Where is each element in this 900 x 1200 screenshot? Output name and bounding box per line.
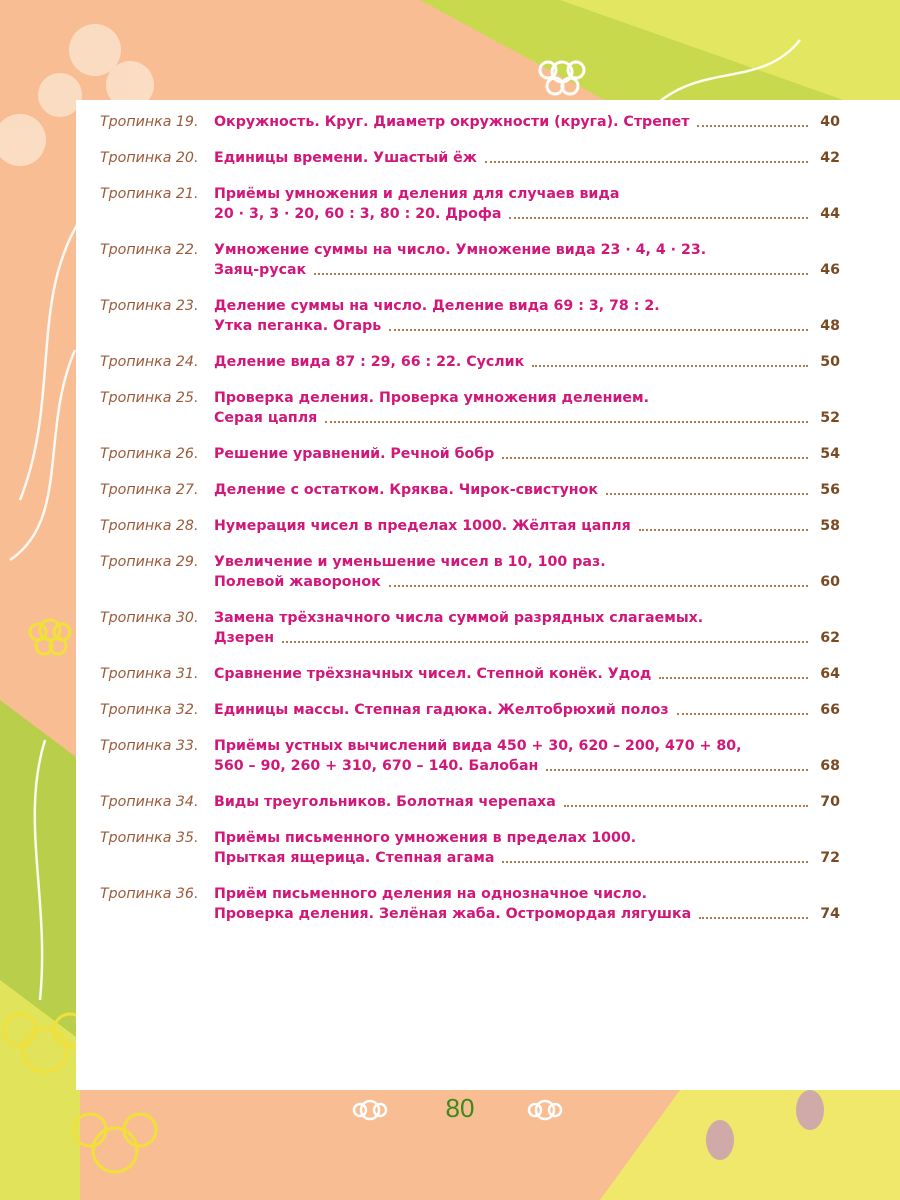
toc-entry-title: Проверка деления. Проверка умножения делением. (214, 390, 649, 406)
toc-entry-title: Приёмы устных вычислений вида 450 + 30, 620 – 200, 470 + 80, (214, 738, 742, 754)
toc-entry-label: Тропинка 30. (100, 610, 199, 626)
toc-entry (100, 388, 840, 428)
page-number: 80 (445, 1093, 475, 1123)
toc-entry-page: 44 (820, 206, 840, 222)
toc-entry-page: 54 (820, 446, 840, 462)
toc-entry-title: Дзерен (214, 630, 275, 646)
toc-entry-page: 52 (820, 410, 840, 426)
dot-leader (659, 676, 808, 679)
toc-entry-line (214, 388, 840, 408)
toc-entry (100, 552, 840, 592)
dot-leader (639, 528, 808, 531)
dot-leader (502, 860, 808, 863)
toc-entry-body (214, 664, 840, 684)
toc-entry-label: Тропинка 20. (100, 150, 199, 166)
toc-entry-line (214, 204, 840, 224)
toc-entry-page: 40 (820, 114, 840, 130)
toc-entry-line (214, 516, 840, 536)
dot-leader (699, 916, 808, 919)
toc-entry (100, 480, 840, 500)
toc-entry-title: Утка пеганка. Огарь (214, 318, 382, 334)
toc-entry-page: 62 (820, 630, 840, 646)
toc-entry-page: 42 (820, 150, 840, 166)
toc-entry-line (214, 904, 840, 924)
toc-entry (100, 444, 840, 464)
toc-entry-label: Тропинка 34. (100, 794, 199, 810)
dot-leader (509, 216, 808, 219)
toc-entry-page: 50 (820, 354, 840, 370)
toc-entry-line (214, 736, 840, 756)
toc-entry-title: Заяц-русак (214, 262, 307, 278)
toc-entry-title: Единицы массы. Степная гадюка. Желтобрюхий полоз (214, 702, 669, 718)
toc-entry-title: Виды треугольников. Болотная черепаха (214, 794, 556, 810)
toc-entry-title: Приёмы письменного умножения в пределах 1000. (214, 830, 637, 846)
toc-entry-title: Нумерация чисел в пределах 1000. Жёлтая цапля (214, 518, 631, 534)
toc-entry-title: Сравнение трёхзначных чисел. Степной конёк. Удод (214, 666, 652, 682)
toc-entry-title: Прыткая ящерица. Степная агама (214, 850, 495, 866)
toc-entry (100, 112, 840, 132)
dot-leader (546, 768, 808, 771)
toc-entry-line (214, 184, 840, 204)
toc-entry-page: 58 (820, 518, 840, 534)
toc-entry-label: Тропинка 35. (100, 830, 199, 846)
toc-entry-body (214, 736, 840, 776)
toc-entry-label: Тропинка 22. (100, 242, 199, 258)
toc-entry (100, 700, 840, 720)
toc-entry-body (214, 148, 840, 168)
toc-entry-body (214, 240, 840, 280)
toc-entry-line (214, 112, 840, 132)
toc-entry-line (214, 444, 840, 464)
toc-entry (100, 184, 840, 224)
toc-entry-line (214, 628, 840, 648)
toc-entry-line (214, 828, 840, 848)
toc-entry-title: Замена трёхзначного числа суммой разрядных слагаемых. (214, 610, 704, 626)
toc-entry-title: Деление с остатком. Кряква. Чирок-свистунок (214, 482, 598, 498)
toc-entry-line (214, 792, 840, 812)
toc-entry-title: Окружность. Круг. Диаметр окружности (круга). Стрепет (214, 114, 690, 130)
toc-entry-title: Решение уравнений. Речной бобр (214, 446, 495, 462)
toc-entry-body (214, 480, 840, 500)
toc-entry-label: Тропинка 33. (100, 738, 199, 754)
toc-entry-title: Умножение суммы на число. Умножение вида 23 · 4, 4 · 23. (214, 242, 707, 258)
toc-entry-body (214, 388, 840, 428)
toc-entry-line (214, 260, 840, 280)
dot-leader (389, 584, 808, 587)
toc-entry-body (214, 552, 840, 592)
dot-leader (677, 712, 808, 715)
dot-leader (606, 492, 808, 495)
toc-entry (100, 148, 840, 168)
toc-entry-body (214, 516, 840, 536)
toc-entry-title: 20 · 3, 3 · 20, 60 : 3, 80 : 20. Дрофа (214, 206, 502, 222)
toc-entry-body (214, 700, 840, 720)
toc-entry-line (214, 848, 840, 868)
toc-entry-line (214, 664, 840, 684)
toc-entry (100, 884, 840, 924)
dot-leader (485, 160, 808, 163)
dot-leader (314, 272, 808, 275)
toc-entry (100, 608, 840, 648)
toc-entry-title: Единицы времени. Ушастый ёж (214, 150, 477, 166)
toc-entry-line (214, 700, 840, 720)
toc-entry-line (214, 296, 840, 316)
toc-entry-title: Приёмы умножения и деления для случаев вида (214, 186, 620, 202)
toc-entry-title: Серая цапля (214, 410, 318, 426)
toc-entry-body (214, 828, 840, 868)
dot-leader (389, 328, 808, 331)
dot-leader (325, 420, 808, 423)
toc-entry-body (214, 792, 840, 812)
toc-entry-line (214, 316, 840, 336)
toc-entry-page: 68 (820, 758, 840, 774)
toc-entry-label: Тропинка 24. (100, 354, 199, 370)
toc-entry-title: Деление вида 87 : 29, 66 : 22. Суслик (214, 354, 525, 370)
toc-entry-page: 48 (820, 318, 840, 334)
toc-entry-body (214, 184, 840, 224)
toc-entry-label: Тропинка 26. (100, 446, 199, 462)
toc-entry (100, 664, 840, 684)
toc-entry-page: 46 (820, 262, 840, 278)
toc-entry-body (214, 112, 840, 132)
toc-entry-title: Увеличение и уменьшение чисел в 10, 100 раз. (214, 554, 606, 570)
toc-entry-label: Тропинка 29. (100, 554, 199, 570)
toc-entry-title: Проверка деления. Зелёная жаба. Остромордая лягушка (214, 906, 692, 922)
toc-entry (100, 828, 840, 868)
toc-entry-page: 56 (820, 482, 840, 498)
toc-entry-label: Тропинка 27. (100, 482, 199, 498)
toc-entry (100, 792, 840, 812)
toc-entry-page: 66 (820, 702, 840, 718)
toc-entry (100, 516, 840, 536)
toc-entry (100, 736, 840, 776)
toc-entry-line (214, 756, 840, 776)
toc-entry-body (214, 608, 840, 648)
toc-entry-title: Деление суммы на число. Деление вида 69 : 3, 78 : 2. (214, 298, 660, 314)
dot-leader (282, 640, 808, 643)
table-of-contents (100, 112, 840, 940)
dot-leader (564, 804, 808, 807)
toc-entry-label: Тропинка 23. (100, 298, 199, 314)
toc-entry-label: Тропинка 36. (100, 886, 199, 902)
toc-entry-label: Тропинка 21. (100, 186, 199, 202)
toc-entry (100, 296, 840, 336)
toc-entry-body (214, 884, 840, 924)
toc-entry-label: Тропинка 28. (100, 518, 199, 534)
toc-entry-title: Приём письменного деления на однозначное число. (214, 886, 647, 902)
toc-entry-page: 70 (820, 794, 840, 810)
toc-entry (100, 240, 840, 280)
toc-entry-line (214, 552, 840, 572)
toc-entry-title: Полевой жаворонок (214, 574, 381, 590)
toc-entry-body (214, 352, 840, 372)
toc-entry-label: Тропинка 31. (100, 666, 199, 682)
toc-entry-title: 560 – 90, 260 + 310, 670 – 140. Балобан (214, 758, 539, 774)
toc-entry-page: 60 (820, 574, 840, 590)
toc-entry-line (214, 352, 840, 372)
toc-entry-page: 74 (820, 906, 840, 922)
toc-entry-line (214, 608, 840, 628)
dot-leader (532, 364, 808, 367)
toc-entry-line (214, 572, 840, 592)
toc-entry-body (214, 444, 840, 464)
toc-entry-page: 64 (820, 666, 840, 682)
dot-leader (502, 456, 808, 459)
toc-entry-page: 72 (820, 850, 840, 866)
dot-leader (697, 124, 808, 127)
toc-entry-line (214, 240, 840, 260)
toc-entry-label: Тропинка 32. (100, 702, 199, 718)
toc-entry-line (214, 148, 840, 168)
toc-entry-body (214, 296, 840, 336)
toc-entry-line (214, 884, 840, 904)
toc-entry-line (214, 480, 840, 500)
toc-entry-line (214, 408, 840, 428)
toc-entry-label: Тропинка 19. (100, 114, 199, 130)
toc-entry-label: Тропинка 25. (100, 390, 199, 406)
toc-entry (100, 352, 840, 372)
